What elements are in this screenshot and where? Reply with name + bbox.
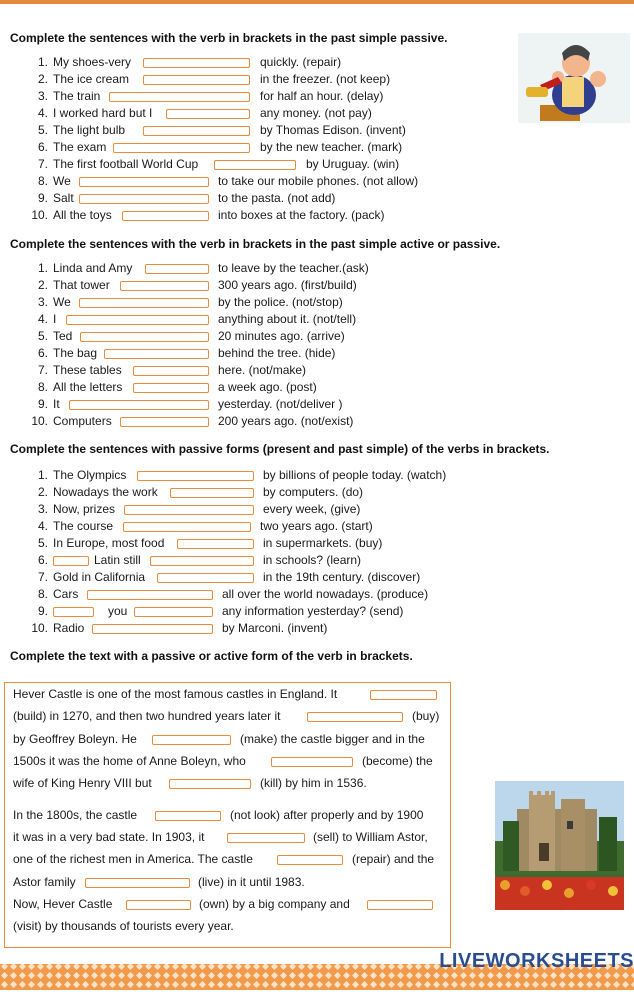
passage-line: 1500s it was the home of Anne Boleyn, who (13, 754, 246, 768)
item-number: 1. (37, 261, 48, 275)
item-number: 5. (37, 123, 48, 137)
item-number: 1. (37, 468, 48, 482)
answer-input[interactable] (166, 109, 250, 119)
item-hint: 300 years ago. (first/build) (218, 278, 357, 292)
item-text: Salt (53, 191, 74, 205)
item-hint: by Uruguay. (win) (306, 157, 400, 171)
passage-line: (repair) and the (352, 852, 435, 866)
answer-input[interactable] (104, 349, 209, 359)
item-hint: by Marconi. (invent) (222, 621, 328, 635)
answer-input[interactable] (157, 573, 254, 583)
item-text: All the letters (53, 380, 123, 394)
section-2-title: Complete the sentences with the verb in brackets in the past simple active or passive. (10, 237, 501, 251)
answer-input[interactable] (170, 488, 254, 498)
passage-line: wife of King Henry VIII but (13, 776, 152, 790)
passage-line: Now, Hever Castle (13, 897, 113, 911)
item-text: The course (53, 519, 114, 533)
passage-line: Astor family (13, 875, 76, 889)
passage-line: (own) by a big company and (199, 897, 350, 911)
section-3-title: Complete the sentences with passive forms (present and past simple) of the verbs in brackets. (10, 442, 550, 456)
item-text: My shoes-very (53, 55, 132, 69)
answer-input[interactable] (126, 900, 191, 910)
item-number: 5. (37, 536, 48, 550)
item-hint: to the pasta. (not add) (218, 191, 336, 205)
answer-input[interactable] (307, 712, 403, 722)
answer-input[interactable] (85, 878, 190, 888)
item-number: 7. (37, 363, 48, 377)
item-text: We (53, 174, 71, 188)
answer-input[interactable] (53, 556, 89, 566)
answer-input[interactable] (169, 779, 251, 789)
item-text: The bag (53, 346, 98, 360)
item-text: All the toys (53, 208, 112, 222)
item-text: Nowadays the work (53, 485, 158, 499)
item-number: 4. (37, 106, 48, 120)
section-1-title: Complete the sentences with the verb in brackets in the past simple passive. (10, 31, 448, 45)
answer-input[interactable] (79, 177, 209, 187)
item-hint: here. (not/make) (218, 363, 307, 377)
answer-input[interactable] (137, 471, 254, 481)
item-number: 10. (31, 621, 48, 635)
answer-input[interactable] (124, 505, 254, 515)
answer-input[interactable] (133, 383, 209, 393)
top-border (0, 0, 634, 4)
item-text: Radio (53, 621, 85, 635)
item-hint: any money. (not pay) (260, 106, 372, 120)
passage-line: (build) in 1270, and then two hundred years later it (13, 709, 281, 723)
item-number: 6. (37, 346, 48, 360)
answer-input[interactable] (155, 811, 221, 821)
passage-line: (sell) to William Astor, (313, 830, 428, 844)
item-number: 7. (37, 157, 48, 171)
item-hint: anything about it. (not/tell) (218, 312, 357, 326)
item-number: 4. (37, 312, 48, 326)
answer-input[interactable] (143, 75, 250, 85)
item-number: 6. (37, 553, 48, 567)
item-hint: in supermarkets. (buy) (263, 536, 383, 550)
item-number: 1. (37, 55, 48, 69)
answer-input[interactable] (79, 298, 209, 308)
answer-input[interactable] (80, 332, 209, 342)
passage-line: In the 1800s, the castle (13, 808, 138, 822)
answer-input[interactable] (133, 366, 209, 376)
item-number: 2. (37, 72, 48, 86)
item-text: The exam (53, 140, 107, 154)
item-text: Linda and Amy (53, 261, 133, 275)
passage-line: (not look) after properly and by 1900 (230, 808, 424, 822)
answer-input[interactable] (109, 92, 250, 102)
item-text: The light bulb (53, 123, 126, 137)
answer-input[interactable] (143, 126, 250, 136)
answer-input[interactable] (271, 757, 353, 767)
item-hint: by computers. (do) (263, 485, 364, 499)
item-hint: any information yesterday? (send) (222, 604, 404, 618)
teacher-illustration (518, 33, 630, 123)
item-text: The first football World Cup (53, 157, 199, 171)
item-number: 8. (37, 380, 48, 394)
answer-input[interactable] (177, 539, 254, 549)
answer-input[interactable] (214, 160, 296, 170)
answer-input[interactable] (113, 143, 250, 153)
answer-input[interactable] (122, 211, 209, 221)
answer-input[interactable] (79, 194, 209, 204)
answer-input[interactable] (150, 556, 254, 566)
item-hint: by the police. (not/stop) (218, 295, 343, 309)
answer-input[interactable] (87, 590, 213, 600)
item-hint: in the freezer. (not keep) (260, 72, 391, 86)
answer-input[interactable] (277, 855, 343, 865)
item-hint: to take our mobile phones. (not allow) (218, 174, 419, 188)
item-hint: in the 19th century. (discover) (263, 570, 421, 584)
item-hint: quickly. (repair) (260, 55, 342, 69)
answer-input[interactable] (120, 281, 209, 291)
item-number: 8. (37, 174, 48, 188)
item-text: Cars (53, 587, 79, 601)
answer-input[interactable] (143, 58, 250, 68)
item-text: The train (53, 89, 101, 103)
item-hint: 20 minutes ago. (arrive) (218, 329, 345, 343)
answer-input[interactable] (92, 624, 213, 634)
item-number: 2. (37, 278, 48, 292)
answer-input[interactable] (370, 690, 437, 700)
item-text: Latin still (94, 553, 141, 567)
item-hint: two years ago. (start) (260, 519, 373, 533)
passage-line: (live) in it until 1983. (198, 875, 305, 889)
item-number: 2. (37, 485, 48, 499)
passage-line: one of the richest men in America. The castle (13, 852, 253, 866)
item-number: 9. (37, 397, 48, 411)
item-hint: yesterday. (not/deliver ) (218, 397, 343, 411)
item-text: We (53, 295, 71, 309)
item-text: In Europe, most food (53, 536, 165, 550)
item-number: 10. (31, 208, 48, 222)
passage-line: (visit) by thousands of tourists every year. (13, 919, 234, 933)
passage-line: by Geoffrey Boleyn. He (13, 732, 137, 746)
item-hint: by the new teacher. (mark) (260, 140, 403, 154)
item-hint: by billions of people today. (watch) (263, 468, 447, 482)
answer-input[interactable] (123, 522, 251, 532)
item-number: 8. (37, 587, 48, 601)
passage-line: (become) the (362, 754, 433, 768)
item-number: 4. (37, 519, 48, 533)
item-hint: every week, (give) (263, 502, 361, 516)
item-hint: all over the world nowadays. (produce) (222, 587, 429, 601)
item-number: 3. (37, 89, 48, 103)
item-number: 9. (37, 604, 48, 618)
item-number: 5. (37, 329, 48, 343)
answer-input[interactable] (66, 315, 209, 325)
item-hint: for half an hour. (delay) (260, 89, 384, 103)
item-text: you (108, 604, 128, 618)
item-text: Computers (53, 414, 112, 428)
item-hint: 200 years ago. (not/exist) (218, 414, 354, 428)
item-number: 3. (37, 295, 48, 309)
liveworksheets-logo: LIVEWORKSHEETS (439, 950, 634, 972)
item-number: 3. (37, 502, 48, 516)
item-number: 9. (37, 191, 48, 205)
item-text: I worked hard but I (53, 106, 153, 120)
castle-photo (495, 781, 624, 910)
item-text: Ted (53, 329, 73, 343)
item-text: The ice cream (53, 72, 130, 86)
item-number: 10. (31, 414, 48, 428)
item-hint: by Thomas Edison. (invent) (260, 123, 406, 137)
passage-line: it was in a very bad state. In 1903, it (13, 830, 205, 844)
answer-input[interactable] (145, 264, 209, 274)
section-4-title: Complete the text with a passive or active form of the verb in brackets. (10, 649, 413, 663)
item-text: The Olympics (53, 468, 127, 482)
answer-input[interactable] (53, 607, 94, 617)
item-text: Gold in California (53, 570, 146, 584)
passage-line: Hever Castle is one of the most famous castles in England. It (13, 687, 338, 701)
passage-line: (kill) by him in 1536. (260, 776, 367, 790)
item-text: That tower (53, 278, 110, 292)
item-text: It (53, 397, 60, 411)
passage-line: (make) the castle bigger and in the (240, 732, 425, 746)
item-text: I (53, 312, 57, 326)
answer-input[interactable] (152, 735, 231, 745)
item-number: 6. (37, 140, 48, 154)
item-hint: to leave by the teacher.(ask) (218, 261, 369, 275)
item-text: These tables (53, 363, 122, 377)
answer-input[interactable] (120, 417, 209, 427)
item-hint: into boxes at the factory. (pack) (218, 208, 385, 222)
answer-input[interactable] (69, 400, 209, 410)
answer-input[interactable] (227, 833, 305, 843)
passage-line: (buy) (412, 709, 440, 723)
item-text: Now, prizes (53, 502, 116, 516)
answer-input[interactable] (134, 607, 213, 617)
item-number: 7. (37, 570, 48, 584)
answer-input[interactable] (367, 900, 433, 910)
item-hint: behind the tree. (hide) (218, 346, 336, 360)
item-hint: a week ago. (post) (218, 380, 317, 394)
item-hint: in schools? (learn) (263, 553, 362, 567)
